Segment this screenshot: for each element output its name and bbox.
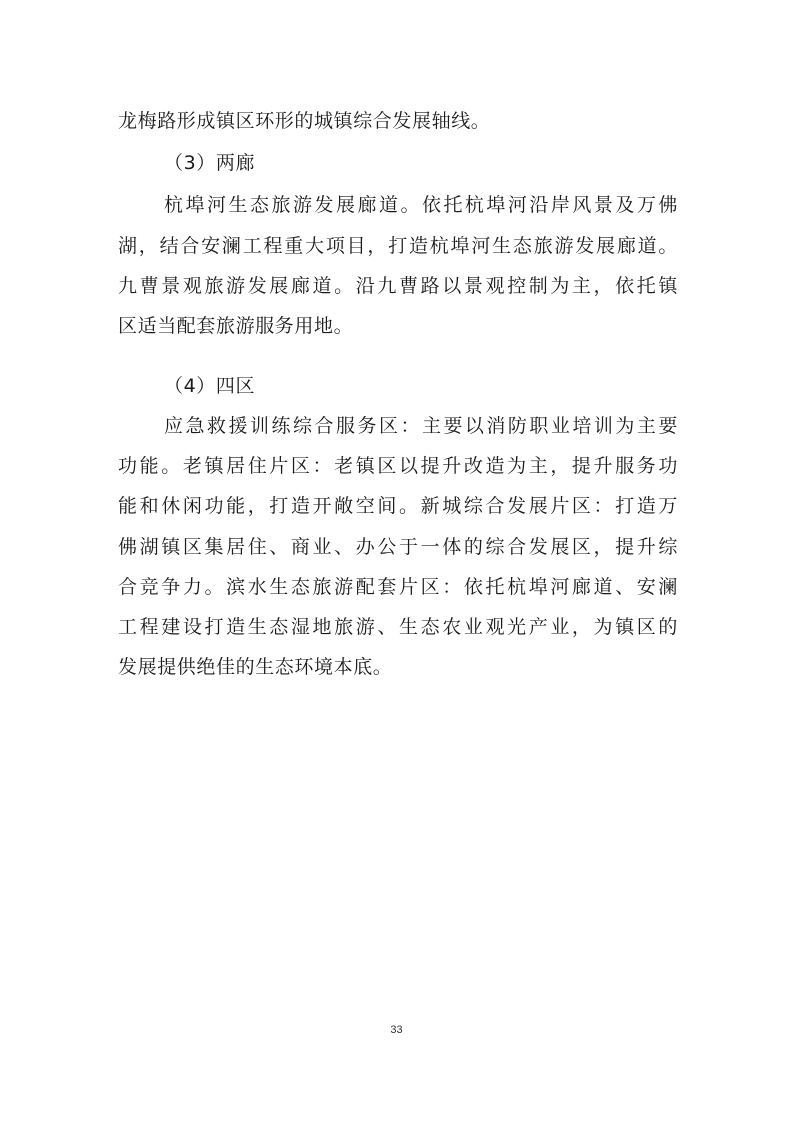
paragraph-line: 功能。老镇居住片区：老镇区以提升改造为主，提升服务功 <box>118 455 678 477</box>
paragraph-line: 区适当配套旅游服务用地。 <box>118 315 354 337</box>
paragraph-line: 能和休闲功能，打造开敞空间。新城综合发展片区：打造万 <box>118 495 678 517</box>
paragraph-line: 九曹景观旅游发展廊道。沿九曹路以景观控制为主，依托镇 <box>118 275 678 297</box>
paragraph-line: 工程建设打造生态湿地旅游、生态农业观光产业，为镇区的 <box>118 616 678 638</box>
paragraph-line: 佛湖镇区集居住、商业、办公于一体的综合发展区，提升综 <box>118 536 678 558</box>
section-heading-four-districts: （4）四区 <box>164 375 256 397</box>
paragraph-line: 发展提供绝佳的生态环境本底。 <box>118 656 393 678</box>
paragraph-line: 应急救援训练综合服务区：主要以消防职业培训为主要 <box>164 415 678 437</box>
paragraph-line: 合竞争力。滨水生态旅游配套片区：依托杭埠河廊道、安澜 <box>118 576 678 598</box>
section-heading-two-corridors: （3）两廊 <box>164 152 256 174</box>
page-number: 33 <box>390 1024 403 1036</box>
paragraph-line: 湖，结合安澜工程重大项目，打造杭埠河生态旅游发展廊道。 <box>118 235 678 257</box>
text-line-axis-end: 龙梅路形成镇区环形的城镇综合发展轴线。 <box>118 110 491 132</box>
paragraph-line: 杭埠河生态旅游发展廊道。依托杭埠河沿岸风景及万佛 <box>164 194 678 216</box>
